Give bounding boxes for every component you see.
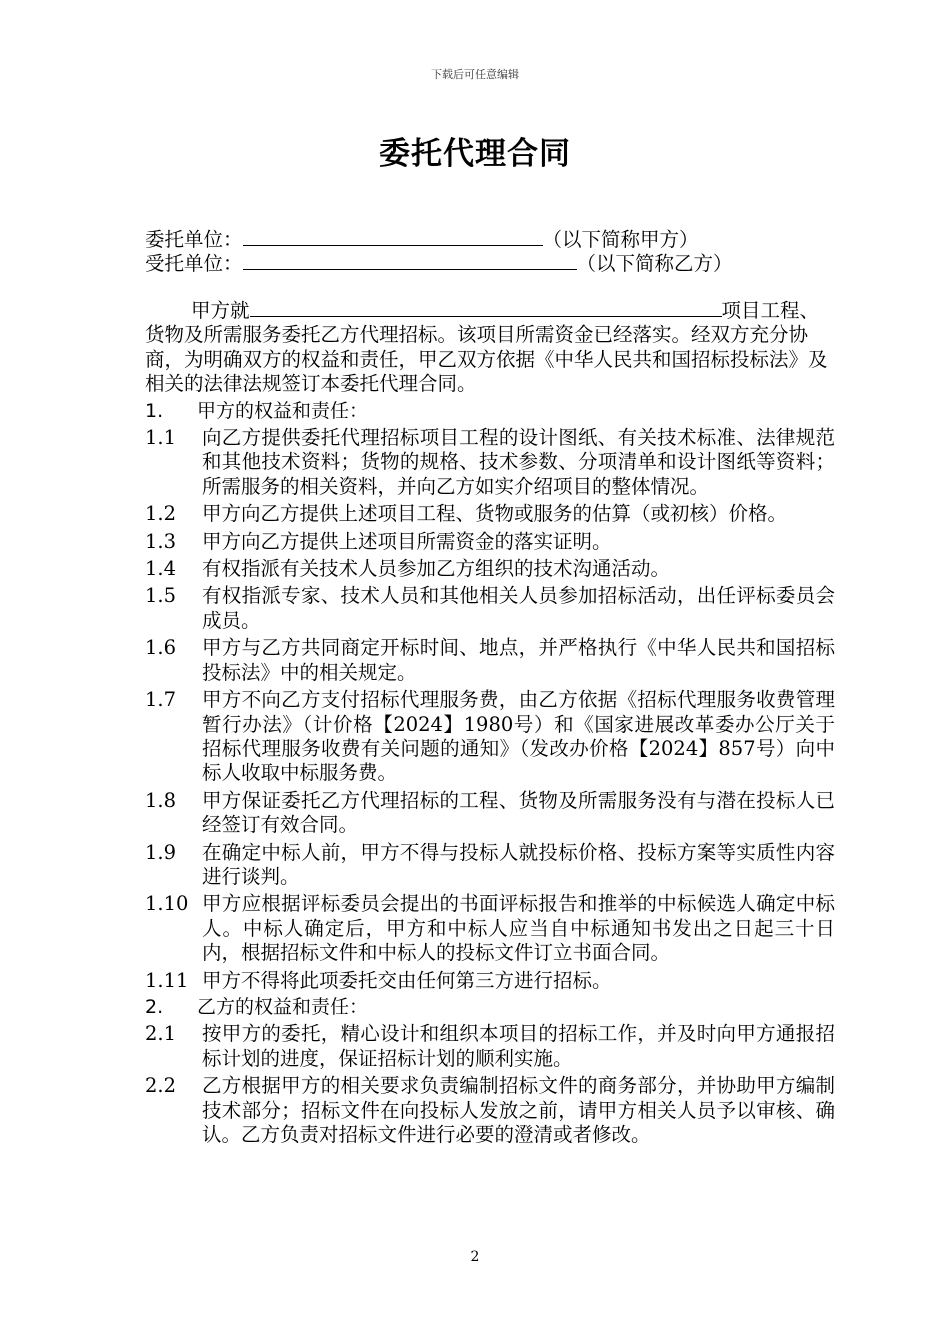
clause-item	[145, 1074, 835, 1147]
clause-item	[145, 841, 835, 890]
clause-item	[145, 530, 835, 554]
clause-item	[145, 1022, 835, 1071]
document-title: 委托代理合同	[379, 136, 571, 172]
clause-item	[145, 502, 835, 526]
clause-text: 按甲方的委托，精心设计和组织本项目的招标工作，并及时向甲方通报招标计划的进度，保证招标计划的顺利实施。	[202, 1022, 835, 1070]
clause-number: 1.1	[145, 426, 177, 450]
section-1-items	[145, 426, 835, 993]
clause-number: 1.4	[145, 557, 177, 581]
clause-text: 向乙方提供委托代理招标项目工程的设计图纸、有关技术标准、法律规范和其他技术资料；货物的规格、技术参数、分项清单和设计图纸等资料；所需服务的相关资料，并向乙方如实介绍项目的整体情况。	[202, 426, 835, 498]
clause-number: 2.1	[145, 1022, 177, 1046]
clause-item	[145, 426, 835, 499]
party-b-suffix: （以下简称乙方）	[576, 252, 733, 275]
party-a-blank	[243, 226, 543, 246]
clause-text: 有权指派专家、技术人员和其他相关人员参加招标活动，出任评标委员会成员。	[202, 584, 835, 632]
clause-item	[145, 969, 835, 993]
clause-number: 1.10	[145, 892, 189, 916]
clause-number: 1.7	[145, 688, 177, 712]
party-a-label: 委托单位：	[145, 228, 243, 251]
clause-number: 1.9	[145, 840, 177, 864]
clause-number: 1.11	[145, 968, 189, 992]
clause-text: 甲方与乙方共同商定开标时间、地点，并严格执行《中华人民共和国招标投标法》中的相关规定。	[202, 636, 835, 684]
page-number: 2	[470, 1249, 480, 1265]
clause-item	[145, 636, 835, 685]
clause-text: 乙方根据甲方的相关要求负责编制招标文件的商务部分，并协助甲方编制技术部分；招标文件在向投标人发放之前，请甲方相关人员予以审核、确认。乙方负责对招标文件进行必要的澄清或者修改。	[202, 1074, 835, 1146]
clause-item	[145, 892, 835, 965]
party-b-label: 受托单位：	[145, 252, 243, 275]
clause-item	[145, 789, 835, 838]
intro-rest: 项目工程、货物及所需服务委托乙方代理招标。该项目所需资金已经落实。经双方充分协商，为明确双方的权益和责任，甲乙双方依据《中华人民共和国招标投标法》及相关的法律法规签订本委托代理合同。	[145, 299, 828, 396]
party-a-line	[145, 226, 699, 252]
clause-number: 1.5	[145, 584, 177, 608]
clause-item	[145, 688, 835, 786]
clause-text: 甲方不得将此项委托交由任何第三方进行招标。	[202, 968, 612, 992]
party-b-line	[145, 250, 733, 276]
section-1-heading	[145, 399, 835, 423]
intro-paragraph	[145, 297, 835, 397]
clause-text: 甲方应根据评标委员会提出的书面评标报告和推举的中标候选人确定中标人。中标人确定后，甲方和中标人应当自中标通知书发出之日起三十日内，根据招标文件和中标人的投标文件订立书面合同。	[202, 892, 835, 965]
party-b-blank	[243, 250, 577, 270]
clause-item	[145, 584, 835, 633]
intro-prefix: 甲方就	[191, 299, 250, 322]
clause-number: 2.2	[145, 1074, 177, 1098]
clause-number: 1.2	[145, 502, 177, 526]
clause-number: 1.6	[145, 636, 177, 660]
clause-text: 甲方保证委托乙方代理招标的工程、货物及所需服务没有与潜在投标人已经签订有效合同。	[202, 788, 835, 837]
clause-number: 1.3	[145, 529, 177, 553]
section-title: 甲方的权益和责任：	[197, 399, 369, 422]
project-name-blank	[250, 297, 722, 317]
clause-number: 1.8	[145, 788, 177, 812]
clause-text: 甲方向乙方提供上述项目所需资金的落实证明。	[202, 529, 612, 553]
section-2-items	[145, 1022, 835, 1147]
clause-text: 甲方向乙方提供上述项目工程、货物或服务的估算（或初核）价格。	[202, 502, 788, 526]
clause-text: 甲方不向乙方支付招标代理服务费，由乙方依据《招标代理服务收费管理暂行办法》（计价格【2024】1980号）和《国家进展改革委办公厅关于招标代理服务收费有关问题的通知》（发改办价格【2024】857号）向中标人收取中标服务费。	[202, 688, 835, 785]
clause-text: 有权指派有关技术人员参加乙方组织的技术沟通活动。	[202, 557, 671, 581]
section-title: 乙方的权益和责任：	[197, 995, 369, 1018]
section-2-heading	[145, 995, 835, 1019]
section-number: 1.	[145, 399, 164, 422]
party-a-suffix: （以下简称甲方）	[542, 228, 699, 251]
clause-item	[145, 557, 835, 581]
header-note: 下载后可任意编辑	[431, 68, 519, 81]
clause-text: 在确定中标人前，甲方不得与投标人就投标价格、投标方案等实质性内容进行谈判。	[202, 840, 835, 888]
section-number: 2.	[145, 995, 164, 1018]
contract-body	[145, 297, 835, 1147]
